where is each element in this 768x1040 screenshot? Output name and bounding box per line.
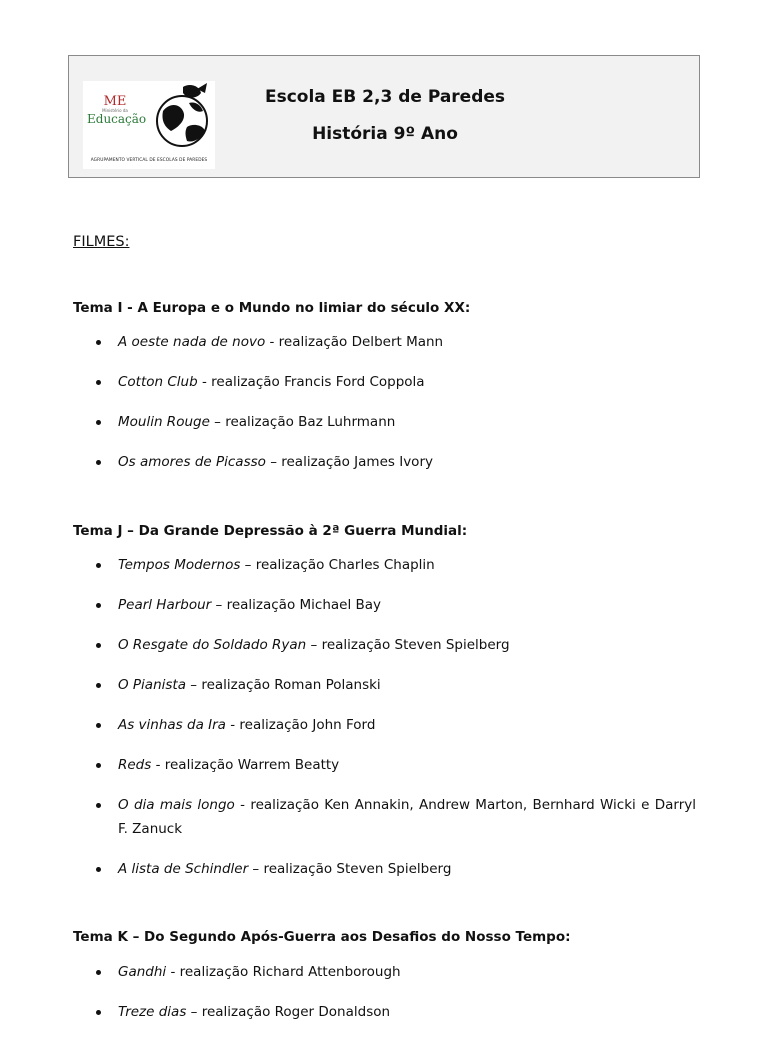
film-title: Pearl Harbour	[118, 597, 212, 613]
ministry-mark: ME	[103, 94, 127, 109]
film-credit: - realização Delbert Mann	[265, 334, 444, 350]
ministry-small-text: Ministério da	[102, 108, 128, 113]
list-item	[0, 673, 696, 697]
film-credit: – realização Steven Spielberg	[306, 637, 510, 653]
list-item	[0, 793, 696, 841]
list-item	[0, 370, 696, 394]
film-credit: – realização Baz Luhrmann	[209, 414, 396, 430]
film-title: Moulin Rouge	[118, 414, 210, 430]
film-title: Cotton Club	[118, 374, 198, 390]
ministry-word: Educação	[87, 112, 147, 126]
film-credit: – realização Roger Donaldson	[186, 1004, 391, 1020]
list-item	[0, 960, 696, 984]
document-header	[68, 55, 700, 178]
section-title: Tema J – Da Grande Depressão à 2ª Guerra Mundial:	[73, 523, 468, 539]
list-item	[0, 553, 696, 577]
film-title: Treze dias	[118, 1004, 187, 1020]
school-logo	[83, 81, 215, 169]
film-title: O Resgate do Soldado Ryan	[118, 637, 307, 653]
film-list	[0, 553, 768, 897]
film-title: A lista de Schindler	[118, 861, 249, 877]
film-credit: – realização Steven Spielberg	[248, 861, 452, 877]
film-credit: – realização Charles Chaplin	[240, 557, 435, 573]
film-credit: - realização Ken Annakin, Andrew Marton, Bernhard Wicki e Darryl F. Zanuck	[118, 797, 696, 837]
list-item	[0, 410, 696, 434]
film-title: Reds	[118, 757, 152, 773]
film-list	[0, 960, 768, 1040]
film-list	[0, 330, 768, 490]
film-title: As vinhas da Ira	[118, 717, 226, 733]
film-credit: - realização Warrem Beatty	[151, 757, 340, 773]
film-title: Tempos Modernos	[118, 557, 241, 573]
list-item	[0, 593, 696, 617]
film-title: A oeste nada de novo	[118, 334, 266, 350]
section-title: Tema I - A Europa e o Mundo no limiar do século XX:	[73, 300, 471, 316]
films-heading: FILMES:	[73, 234, 130, 250]
section-title: Tema K – Do Segundo Após-Guerra aos Desafios do Nosso Tempo:	[73, 929, 571, 945]
film-credit: – realização Michael Bay	[211, 597, 382, 613]
list-item	[0, 1000, 696, 1024]
film-credit: - realização Richard Attenborough	[166, 964, 401, 980]
film-credit: - realização Francis Ford Coppola	[197, 374, 425, 390]
film-title: O Pianista	[118, 677, 186, 693]
list-item	[0, 330, 696, 354]
list-item	[0, 857, 696, 881]
list-item	[0, 753, 696, 777]
list-item	[0, 450, 696, 474]
film-title: O dia mais longo	[118, 797, 235, 813]
film-title: Os amores de Picasso	[118, 454, 266, 470]
list-item	[0, 633, 696, 657]
logo-caption: AGRUPAMENTO VERTICAL DE ESCOLAS DE PAREDES	[90, 158, 208, 163]
ministry-logo	[87, 94, 147, 126]
film-credit: - realização John Ford	[225, 717, 376, 733]
list-item	[0, 713, 696, 737]
school-name: Escola EB 2,3 de Paredes	[264, 87, 506, 107]
film-title: Gandhi	[118, 964, 167, 980]
globe-icon	[153, 81, 213, 153]
film-credit: – realização Roman Polanski	[186, 677, 381, 693]
subject-title: História 9º Ano	[312, 124, 458, 144]
film-credit: – realização James Ivory	[265, 454, 433, 470]
